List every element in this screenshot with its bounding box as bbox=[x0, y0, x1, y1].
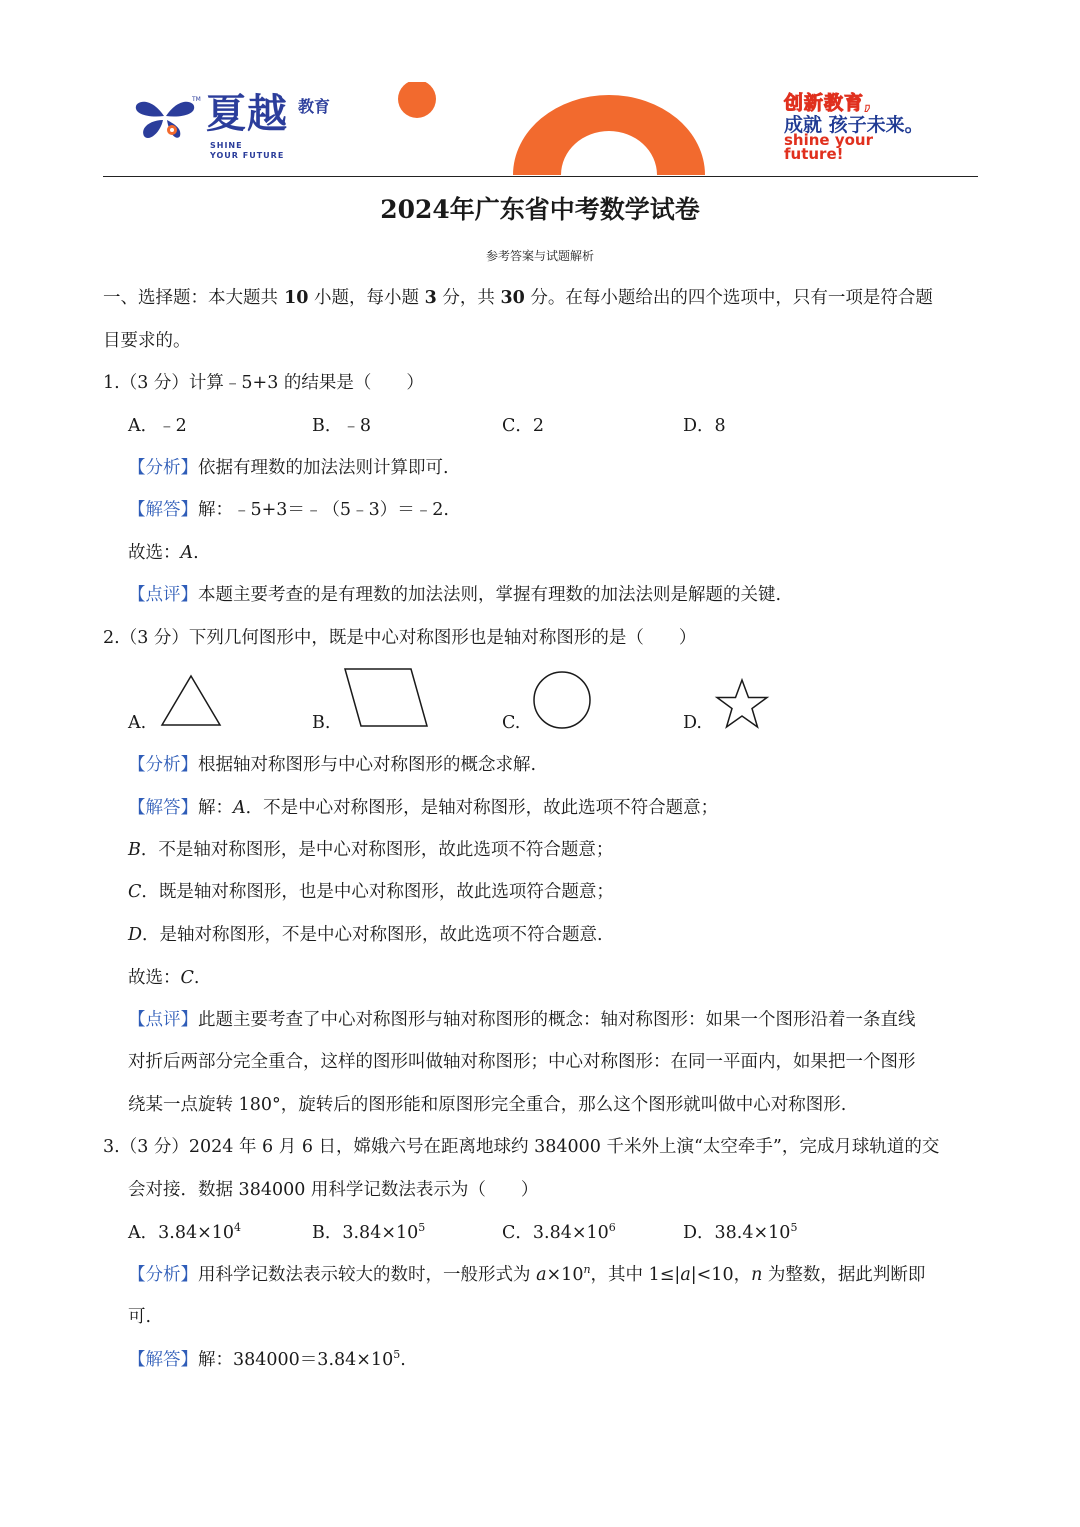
choice-letter: C bbox=[180, 968, 194, 988]
option-text: B．3.84×10 bbox=[312, 1223, 419, 1243]
q2-option-b-label: B. bbox=[312, 713, 331, 733]
option-letter: A bbox=[233, 798, 246, 818]
brand-tagline-line-2: YOUR FUTURE bbox=[210, 151, 285, 160]
q1-analysis bbox=[128, 456, 449, 480]
slogan-line-1: 创新教育, bbox=[784, 92, 873, 114]
answer-text: 解：﹣5+3＝﹣（5﹣3）＝﹣2. bbox=[198, 500, 449, 520]
choice-suffix: . bbox=[193, 543, 199, 563]
option-text: C．3.84×10 bbox=[502, 1223, 609, 1243]
exponent: 5 bbox=[393, 1348, 401, 1362]
brand-tagline-en bbox=[210, 141, 284, 161]
q3-option-c bbox=[502, 1221, 616, 1245]
q2-review-line-2: 对折后两部分完全重合，这样的图形叫做轴对称图形；中心对称图形：在同一平面内，如果把一个图形 bbox=[128, 1052, 916, 1072]
answer-tag: 【解答】 bbox=[128, 798, 198, 818]
brand-tagline-line-1: SHINE bbox=[210, 141, 243, 150]
variable-a: a bbox=[680, 1265, 691, 1285]
analysis-tag: 【分析】 bbox=[128, 1265, 198, 1285]
q3-answer bbox=[128, 1348, 406, 1372]
q3-option-b bbox=[312, 1221, 425, 1245]
trademark-mark: TM bbox=[192, 96, 201, 103]
variable-n: n bbox=[751, 1265, 763, 1285]
parallelogram-icon bbox=[343, 667, 429, 729]
exponent: 4 bbox=[234, 1221, 242, 1235]
q3-option-a bbox=[128, 1221, 241, 1245]
brand-name: 夏越 bbox=[206, 91, 288, 137]
review-tag: 【点评】 bbox=[128, 585, 198, 605]
q2-option-d-label: D. bbox=[683, 713, 702, 733]
option-letter: C bbox=[128, 882, 142, 902]
section-heading-part: 分，共 bbox=[442, 288, 495, 308]
slogan-line-3: shine your future! bbox=[784, 131, 873, 163]
xiayue-logo-icon bbox=[134, 94, 196, 142]
exponent: 6 bbox=[608, 1221, 616, 1235]
q1-review bbox=[128, 583, 781, 607]
q3-option-d bbox=[683, 1221, 797, 1245]
q2-analysis bbox=[128, 753, 536, 777]
exponent: 5 bbox=[418, 1221, 426, 1235]
section-heading-part: 小题，每小题 bbox=[314, 288, 420, 308]
analysis-text: ，其中 1≤| bbox=[590, 1265, 681, 1285]
exponent: n bbox=[583, 1263, 591, 1277]
section-heading-line-2: 目要求的。 bbox=[103, 331, 191, 351]
q2-answer-d bbox=[128, 923, 603, 947]
q1-option-c: C．2 bbox=[502, 416, 545, 436]
q2-option-a-label: A. bbox=[128, 713, 147, 733]
total-points: 30 bbox=[500, 288, 525, 308]
choice-suffix: . bbox=[193, 968, 200, 988]
choice-letter: A bbox=[180, 543, 194, 563]
analysis-text: |<10， bbox=[690, 1265, 752, 1285]
answer-text: ．是轴对称图形，不是中心对称图形，故此选项不符合题意. bbox=[142, 925, 603, 945]
option-text: A．3.84×10 bbox=[128, 1223, 235, 1243]
analysis-text: 根据轴对称图形与中心对称图形的概念求解. bbox=[198, 755, 537, 775]
question-count: 10 bbox=[284, 288, 309, 308]
review-text: 本题主要考查的是有理数的加法法则，掌握有理数的加法法则是解题的关键. bbox=[198, 585, 782, 605]
q2-answer-b bbox=[128, 838, 613, 862]
q1-option-b: B．﹣8 bbox=[312, 416, 371, 436]
q1-stem: 1.（3 分）计算﹣5+3 的结果是（ ） bbox=[103, 373, 424, 393]
q2-option-c-label: C. bbox=[502, 713, 521, 733]
circle-icon bbox=[532, 670, 592, 730]
option-text: D．38.4×10 bbox=[683, 1223, 791, 1243]
analysis-text: 用科学记数法表示较大的数时，一般形式为 bbox=[198, 1265, 531, 1285]
points-per-question: 3 bbox=[424, 288, 437, 308]
triangle-icon bbox=[160, 674, 222, 728]
option-letter: B bbox=[128, 840, 141, 860]
section-heading-part: 分。在每小题给出的四个选项中，只有一项是符合题 bbox=[530, 288, 933, 308]
analysis-text: 为整数，据此判断即 bbox=[762, 1265, 926, 1285]
analysis-text: ×10 bbox=[546, 1265, 584, 1285]
q3-analysis-line-2: 可. bbox=[128, 1307, 152, 1327]
q3-stem: 3.（3 分）2024 年 6 月 6 日，嫦娥六号在距离地球约 384000 千米外上演“太空牵手”，完成月球轨道的交 bbox=[103, 1137, 940, 1157]
q1-answer bbox=[128, 498, 449, 522]
analysis-tag: 【分析】 bbox=[128, 458, 198, 478]
q2-answer-a bbox=[128, 796, 718, 820]
analysis-text: 依据有理数的加法法则计算即可. bbox=[198, 458, 449, 478]
answer-tag: 【解答】 bbox=[128, 1350, 198, 1370]
analysis-tag: 【分析】 bbox=[128, 755, 198, 775]
q3-analysis bbox=[128, 1263, 925, 1287]
exponent: 5 bbox=[790, 1221, 798, 1235]
q1-option-d: D．8 bbox=[683, 416, 726, 436]
star-icon bbox=[714, 678, 770, 730]
variable-a: a bbox=[536, 1265, 547, 1285]
q3-stem-line-2: 会对接．数据 384000 用科学记数法表示为（ ） bbox=[128, 1180, 539, 1200]
q2-stem: 2.（3 分）下列几何图形中，既是中心对称图形也是轴对称图形的是（ ） bbox=[103, 628, 697, 648]
q2-answer-c bbox=[128, 880, 614, 904]
slogan-line-2: 成就 孩子未来。 bbox=[784, 114, 924, 136]
section-heading bbox=[103, 286, 933, 310]
answer-prefix: 解： bbox=[198, 798, 233, 818]
answer-tag: 【解答】 bbox=[128, 500, 198, 520]
answer-text: ．不是中心对称图形，是轴对称图形，故此选项不符合题意； bbox=[245, 798, 719, 818]
q2-review bbox=[128, 1008, 916, 1032]
answer-text: ．既是轴对称图形，也是中心对称图形，故此选项符合题意； bbox=[141, 882, 614, 902]
choice-prefix: 故选： bbox=[128, 968, 181, 988]
answer-text: ．不是轴对称图形，是中心对称图形，故此选项不符合题意； bbox=[140, 840, 614, 860]
q1-option-a: A．﹣2 bbox=[128, 416, 187, 436]
orange-decoration-icon bbox=[395, 82, 715, 178]
review-text: 此题主要考查了中心对称图形与轴对称图形的概念：轴对称图形：如果一个图形沿着一条直线 bbox=[198, 1010, 916, 1030]
review-tag: 【点评】 bbox=[128, 1010, 198, 1030]
document-subtitle: 参考答案与试题解析 bbox=[485, 249, 594, 263]
brand-education-label: 教育 bbox=[298, 97, 331, 116]
document-title: 2024年广东省中考数学试卷 bbox=[380, 195, 700, 224]
q1-choice bbox=[128, 541, 199, 565]
q2-choice bbox=[128, 966, 199, 990]
option-letter: D bbox=[128, 925, 143, 945]
header-divider bbox=[103, 176, 978, 177]
answer-end: . bbox=[400, 1350, 406, 1370]
q2-review-line-3: 绕某一点旋转 180°，旋转后的图形能和原图形完全重合，那么这个图形就叫做中心对称图形. bbox=[128, 1095, 847, 1115]
section-heading-part: 一、选择题：本大题共 bbox=[103, 288, 278, 308]
choice-prefix: 故选： bbox=[128, 543, 181, 563]
answer-text: 解：384000＝3.84×10 bbox=[198, 1350, 394, 1370]
